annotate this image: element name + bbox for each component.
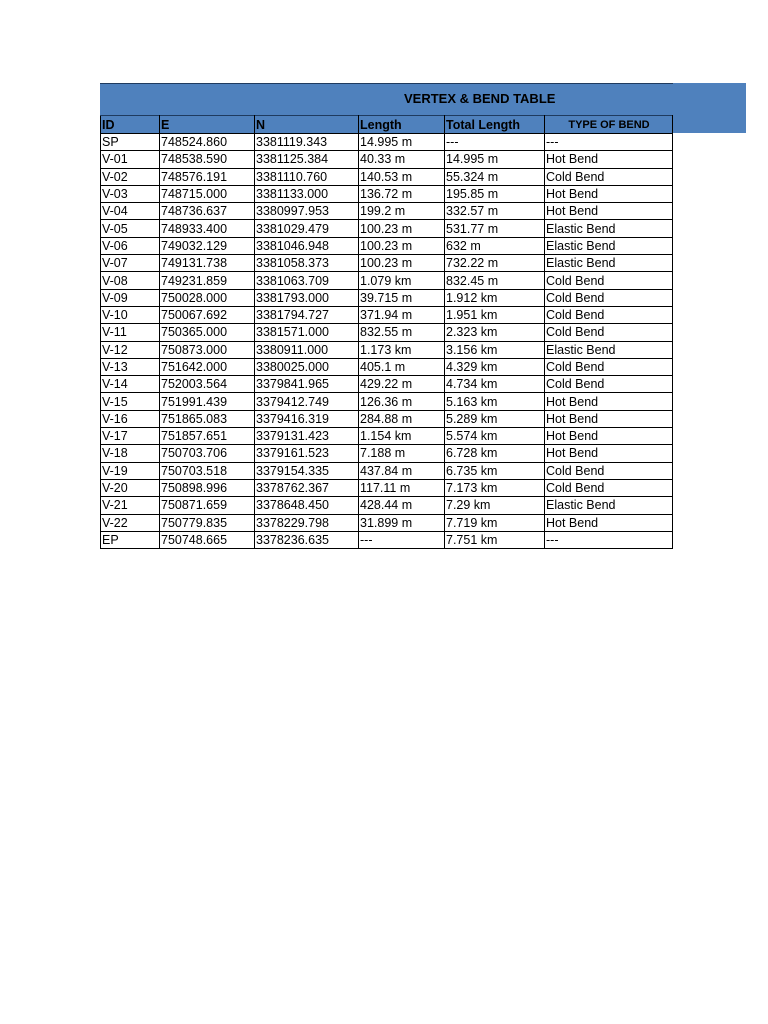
table-row (101, 255, 673, 272)
cell-length: 14.995 m (359, 134, 445, 151)
cell-length: 7.188 m (359, 445, 445, 462)
table-row (101, 203, 673, 220)
cell-e: 748538.590 (160, 151, 255, 168)
cell-id: V-15 (101, 393, 160, 410)
cell-e: 750703.518 (160, 462, 255, 479)
cell-n: 3379131.423 (255, 428, 359, 445)
cell-total-length: 55.324 m (445, 168, 545, 185)
cell-e: 748524.860 (160, 134, 255, 151)
cell-e: 749131.738 (160, 255, 255, 272)
cell-total-length: 4.734 km (445, 376, 545, 393)
table-title-cell (100, 83, 672, 115)
table-row (101, 324, 673, 341)
cell-type-of-bend: Elastic Bend (545, 341, 673, 358)
cell-type-of-bend: Cold Bend (545, 462, 673, 479)
cell-e: 748715.000 (160, 185, 255, 202)
cell-id: V-13 (101, 358, 160, 375)
cell-total-length: 1.912 km (445, 289, 545, 306)
cell-id: V-17 (101, 428, 160, 445)
cell-n: 3381110.760 (255, 168, 359, 185)
cell-id: V-05 (101, 220, 160, 237)
table-row (101, 358, 673, 375)
cell-type-of-bend: Cold Bend (545, 168, 673, 185)
cell-total-length: 6.735 km (445, 462, 545, 479)
table-row (101, 185, 673, 202)
cell-e: 750898.996 (160, 479, 255, 496)
cell-total-length: 531.77 m (445, 220, 545, 237)
cell-type-of-bend: Cold Bend (545, 272, 673, 289)
cell-type-of-bend: Hot Bend (545, 428, 673, 445)
cell-type-of-bend: Hot Bend (545, 514, 673, 531)
cell-type-of-bend: Hot Bend (545, 185, 673, 202)
cell-length: 126.36 m (359, 393, 445, 410)
cell-n: 3379154.335 (255, 462, 359, 479)
cell-total-length: --- (445, 134, 545, 151)
cell-length: --- (359, 531, 445, 548)
cell-id: V-08 (101, 272, 160, 289)
cell-e: 749032.129 (160, 237, 255, 254)
cell-id: V-03 (101, 185, 160, 202)
cell-total-length: 7.751 km (445, 531, 545, 548)
cell-type-of-bend: Hot Bend (545, 445, 673, 462)
cell-type-of-bend: Elastic Bend (545, 237, 673, 254)
table-row (101, 341, 673, 358)
table-row (101, 376, 673, 393)
cell-e: 748933.400 (160, 220, 255, 237)
table-row (101, 220, 673, 237)
cell-total-length: 632 m (445, 237, 545, 254)
cell-n: 3379161.523 (255, 445, 359, 462)
cell-id: V-22 (101, 514, 160, 531)
cell-type-of-bend: Elastic Bend (545, 220, 673, 237)
table-row (101, 497, 673, 514)
cell-id: V-18 (101, 445, 160, 462)
cell-e: 750703.706 (160, 445, 255, 462)
cell-id: V-12 (101, 341, 160, 358)
cell-n: 3380997.953 (255, 203, 359, 220)
cell-total-length: 4.329 km (445, 358, 545, 375)
table-row (101, 445, 673, 462)
cell-id: V-02 (101, 168, 160, 185)
cell-e: 750871.659 (160, 497, 255, 514)
cell-length: 832.55 m (359, 324, 445, 341)
cell-length: 100.23 m (359, 237, 445, 254)
cell-total-length: 732.22 m (445, 255, 545, 272)
cell-n: 3381793.000 (255, 289, 359, 306)
cell-e: 750779.835 (160, 514, 255, 531)
cell-n: 3381794.727 (255, 306, 359, 323)
cell-e: 751991.439 (160, 393, 255, 410)
cell-length: 428.44 m (359, 497, 445, 514)
cell-type-of-bend: Elastic Bend (545, 255, 673, 272)
col-header-total-length: Total Length (445, 116, 545, 134)
table-row (101, 410, 673, 427)
table-row (101, 168, 673, 185)
cell-n: 3378236.635 (255, 531, 359, 548)
cell-type-of-bend: Hot Bend (545, 151, 673, 168)
col-header-e: E (160, 116, 255, 134)
cell-length: 284.88 m (359, 410, 445, 427)
cell-type-of-bend: Cold Bend (545, 324, 673, 341)
cell-id: V-10 (101, 306, 160, 323)
cell-total-length: 14.995 m (445, 151, 545, 168)
cell-n: 3381063.709 (255, 272, 359, 289)
table-body (101, 134, 673, 549)
cell-n: 3381119.343 (255, 134, 359, 151)
cell-total-length: 7.173 km (445, 479, 545, 496)
cell-id: V-19 (101, 462, 160, 479)
table-row (101, 306, 673, 323)
cell-length: 40.33 m (359, 151, 445, 168)
cell-id: V-06 (101, 237, 160, 254)
cell-e: 748736.637 (160, 203, 255, 220)
cell-n: 3380911.000 (255, 341, 359, 358)
cell-length: 1.154 km (359, 428, 445, 445)
table-row (101, 289, 673, 306)
cell-n: 3378762.367 (255, 479, 359, 496)
cell-length: 405.1 m (359, 358, 445, 375)
cell-e: 750873.000 (160, 341, 255, 358)
cell-n: 3378229.798 (255, 514, 359, 531)
cell-e: 748576.191 (160, 168, 255, 185)
cell-n: 3379416.319 (255, 410, 359, 427)
cell-total-length: 332.57 m (445, 203, 545, 220)
cell-n: 3378648.450 (255, 497, 359, 514)
cell-n: 3381125.384 (255, 151, 359, 168)
cell-length: 136.72 m (359, 185, 445, 202)
col-header-type-of-bend: TYPE OF BEND (545, 116, 673, 134)
table-row (101, 134, 673, 151)
cell-total-length: 832.45 m (445, 272, 545, 289)
cell-n: 3379841.965 (255, 376, 359, 393)
table-row (101, 393, 673, 410)
cell-n: 3381058.373 (255, 255, 359, 272)
cell-length: 31.899 m (359, 514, 445, 531)
cell-length: 429.22 m (359, 376, 445, 393)
table-row (101, 462, 673, 479)
cell-length: 39.715 m (359, 289, 445, 306)
table-row (101, 237, 673, 254)
cell-total-length: 6.728 km (445, 445, 545, 462)
cell-total-length: 1.951 km (445, 306, 545, 323)
cell-type-of-bend: --- (545, 134, 673, 151)
cell-type-of-bend: Cold Bend (545, 376, 673, 393)
cell-type-of-bend: Cold Bend (545, 479, 673, 496)
table-row (101, 479, 673, 496)
cell-e: 750365.000 (160, 324, 255, 341)
cell-total-length: 2.323 km (445, 324, 545, 341)
cell-type-of-bend: Cold Bend (545, 289, 673, 306)
cell-e: 752003.564 (160, 376, 255, 393)
cell-total-length: 195.85 m (445, 185, 545, 202)
cell-length: 117.11 m (359, 479, 445, 496)
cell-n: 3381046.948 (255, 237, 359, 254)
col-header-n: N (255, 116, 359, 134)
cell-id: V-11 (101, 324, 160, 341)
cell-length: 371.94 m (359, 306, 445, 323)
col-header-id: ID (101, 116, 160, 134)
table-title: VERTEX & BEND TABLE (404, 91, 556, 106)
cell-total-length: 7.29 km (445, 497, 545, 514)
cell-e: 751865.083 (160, 410, 255, 427)
cell-e: 751857.651 (160, 428, 255, 445)
cell-total-length: 7.719 km (445, 514, 545, 531)
table-row (101, 514, 673, 531)
cell-type-of-bend: Cold Bend (545, 358, 673, 375)
cell-n: 3379412.749 (255, 393, 359, 410)
cell-id: V-04 (101, 203, 160, 220)
cell-n: 3381133.000 (255, 185, 359, 202)
cell-length: 1.173 km (359, 341, 445, 358)
cell-type-of-bend: Hot Bend (545, 410, 673, 427)
cell-type-of-bend: Hot Bend (545, 393, 673, 410)
cell-n: 3380025.000 (255, 358, 359, 375)
cell-length: 437.84 m (359, 462, 445, 479)
cell-id: EP (101, 531, 160, 548)
table-row (101, 272, 673, 289)
cell-e: 749231.859 (160, 272, 255, 289)
cell-type-of-bend: --- (545, 531, 673, 548)
cell-n: 3381029.479 (255, 220, 359, 237)
table-row (101, 428, 673, 445)
header-row (101, 116, 673, 134)
cell-total-length: 5.289 km (445, 410, 545, 427)
table-row (101, 151, 673, 168)
cell-type-of-bend: Cold Bend (545, 306, 673, 323)
cell-id: V-01 (101, 151, 160, 168)
cell-n: 3381571.000 (255, 324, 359, 341)
cell-length: 199.2 m (359, 203, 445, 220)
cell-length: 100.23 m (359, 255, 445, 272)
cell-e: 750067.692 (160, 306, 255, 323)
vertex-bend-table (100, 115, 673, 549)
col-header-length: Length (359, 116, 445, 134)
cell-length: 1.079 km (359, 272, 445, 289)
cell-id: V-21 (101, 497, 160, 514)
cell-total-length: 5.574 km (445, 428, 545, 445)
cell-total-length: 3.156 km (445, 341, 545, 358)
cell-length: 100.23 m (359, 220, 445, 237)
cell-length: 140.53 m (359, 168, 445, 185)
cell-id: V-09 (101, 289, 160, 306)
cell-type-of-bend: Hot Bend (545, 203, 673, 220)
cell-e: 750748.665 (160, 531, 255, 548)
cell-total-length: 5.163 km (445, 393, 545, 410)
cell-id: V-07 (101, 255, 160, 272)
cell-id: V-14 (101, 376, 160, 393)
cell-id: SP (101, 134, 160, 151)
cell-type-of-bend: Elastic Bend (545, 497, 673, 514)
cell-id: V-20 (101, 479, 160, 496)
cell-e: 750028.000 (160, 289, 255, 306)
cell-id: V-16 (101, 410, 160, 427)
cell-e: 751642.000 (160, 358, 255, 375)
table-row (101, 531, 673, 548)
